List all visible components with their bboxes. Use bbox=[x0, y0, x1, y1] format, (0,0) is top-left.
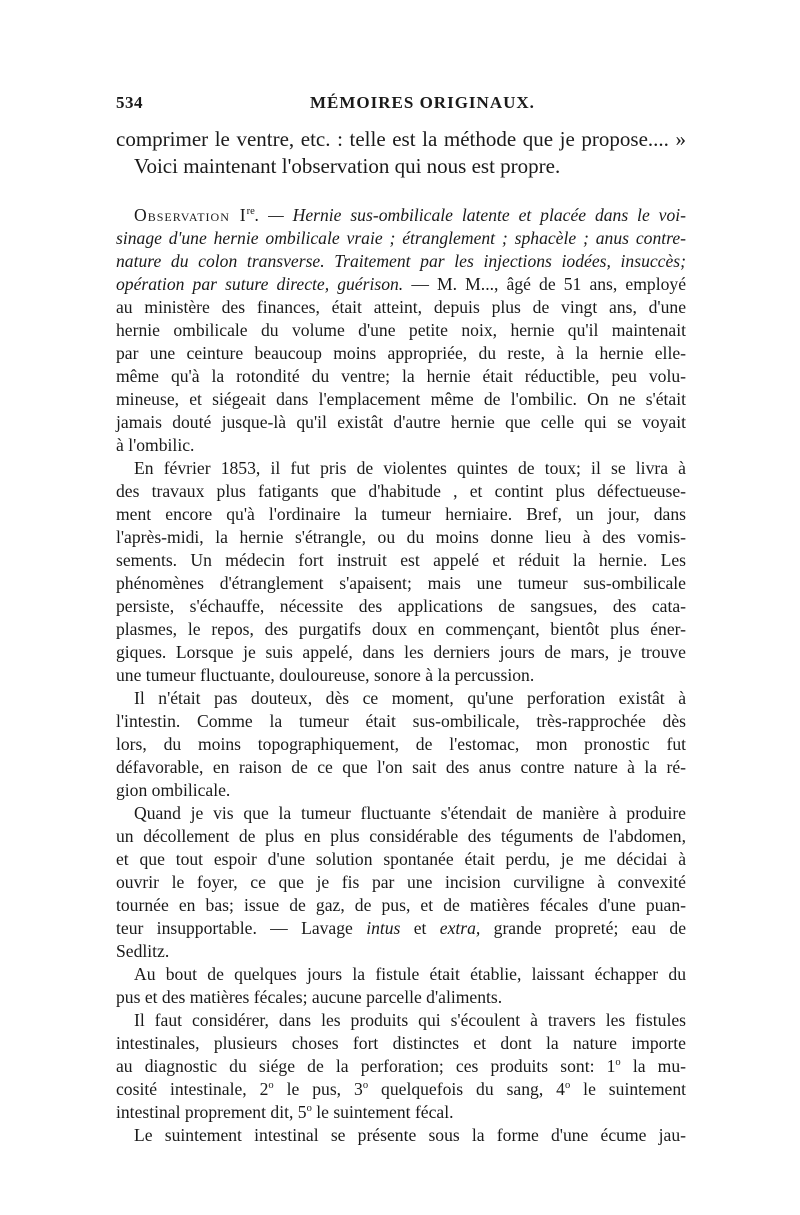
latin-term: intus bbox=[366, 918, 401, 938]
text-span: le suintement bbox=[570, 1079, 687, 1099]
text-line: Le suintement intestinal se présente sous la forme d'une écume jau- bbox=[134, 1125, 686, 1145]
text-span: le pus, 3 bbox=[273, 1079, 363, 1099]
text-line bbox=[116, 1055, 686, 1077]
superscript: o bbox=[268, 1080, 274, 1092]
text-line: Au bout de quelques jours la fistule était établie, laissant échapper du bbox=[134, 964, 686, 984]
text-line: comprimer le ventre, etc. : telle est la méthode que je propose.... » bbox=[116, 127, 686, 151]
text-line: tournée en bas; issue de gaz, de pus, et de matières fécales d'une puan- bbox=[116, 895, 686, 915]
superscript: re bbox=[246, 206, 255, 218]
text-line bbox=[116, 1078, 686, 1100]
text-line: l'après-midi, la hernie s'étrangle, ou du moins donne lieu à des vomis- bbox=[116, 527, 686, 547]
superscript: o bbox=[564, 1080, 571, 1092]
text-span: quelquefois du sang, 4 bbox=[368, 1079, 565, 1099]
text-line: gion ombilicale. bbox=[116, 780, 231, 800]
text-span: la mu- bbox=[620, 1056, 686, 1076]
text-span: grande propreté; eau de bbox=[480, 918, 687, 938]
text-line: une tumeur fluctuante, douloureuse, sonore à la percussion. bbox=[116, 665, 535, 685]
text-span: au diagnostic du siége de la perforation; ces produits sont: 1 bbox=[116, 1056, 616, 1076]
text-line: lors, du moins topographiquement, de l'estomac, mon pronostic fut bbox=[116, 734, 686, 754]
text-line: Il n'était pas douteux, dès ce moment, qu'une perforation existât à bbox=[134, 688, 686, 708]
text-span: — M. M..., âgé de 51 ans, employé bbox=[403, 274, 686, 294]
observation-heading bbox=[134, 204, 686, 226]
text-line: Il faut considérer, dans les produits qui s'écoulent à travers les fistules bbox=[134, 1010, 686, 1030]
text-line: défavorable, en raison de ce que l'on sait des anus contre nature à la ré- bbox=[116, 757, 686, 777]
text-line: hernie ombilicale du volume d'une petite noix, hernie qu'il maintenait bbox=[116, 320, 686, 340]
text-line: Voici maintenant l'observation qui nous est propre. bbox=[134, 154, 561, 178]
text-line: giques. Lorsque je suis appelé, dans les derniers jours de mars, je trouve bbox=[116, 642, 686, 662]
text-line: et que tout espoir d'une solution spontanée était perdu, je me décidai à bbox=[116, 849, 686, 869]
text-span: teur insupportable. — Lavage bbox=[116, 918, 367, 938]
page-header bbox=[116, 93, 686, 117]
text-span: intestinal proprement dit, 5 bbox=[116, 1102, 307, 1122]
text-line: un décollement de plus en plus considérable des téguments de l'abdomen, bbox=[116, 826, 686, 846]
observation-title: . — Hernie sus-ombilicale latente et placée dans le voi- bbox=[254, 205, 686, 225]
text-line: mineuse, et siégeait dans l'emplacement même de l'ombilic. On ne s'était bbox=[116, 389, 686, 409]
text-line: phénomènes d'étranglement s'apaisent; mais une tumeur sus-ombilicale bbox=[116, 573, 686, 593]
text-line: Quand je vis que la tumeur fluctuante s'étendait de manière à produire bbox=[134, 803, 686, 823]
text-line: même qu'à la rotondité du ventre; la hernie était réductible, peu volu- bbox=[116, 366, 686, 386]
text-line: nature du colon transverse. Traitement par les injections iodées, insuccès; bbox=[116, 251, 686, 271]
text-span: le suintement fécal. bbox=[311, 1102, 454, 1122]
text-line: au ministère des finances, était atteint, depuis plus de vingt ans, d'une bbox=[116, 297, 686, 317]
text-line: pus et des matières fécales; aucune parcelle d'aliments. bbox=[116, 987, 503, 1007]
observation-title-end: opération par suture directe, guérison. bbox=[116, 274, 404, 294]
running-title: MÉMOIRES ORIGINAUX. bbox=[310, 93, 535, 112]
superscript: o bbox=[306, 1103, 312, 1115]
text-line: par une ceinture beaucoup moins appropriée, du reste, à la hernie elle- bbox=[116, 343, 686, 363]
text-line: plasmes, le repos, des purgatifs doux en commençant, bientôt plus éner- bbox=[116, 619, 686, 639]
text-line: jamais douté jusque-là qu'il existât d'autre hernie que celle qui se voyait bbox=[116, 412, 686, 432]
text-line: intestinales, plusieurs choses fort distinctes et dont la nature importe bbox=[116, 1033, 686, 1053]
text-line: sinage d'une hernie ombilicale vraie ; étranglement ; sphacèle ; anus contre- bbox=[116, 228, 686, 248]
superscript: o bbox=[362, 1080, 369, 1092]
superscript: o bbox=[615, 1057, 621, 1069]
text-line: des travaux plus fatigants que d'habitude , et contint plus défectueuse- bbox=[116, 481, 686, 501]
latin-term: extra, bbox=[439, 918, 481, 938]
text-span: cosité intestinale, 2 bbox=[116, 1079, 269, 1099]
text-line bbox=[116, 273, 686, 295]
text-line: ouvrir le foyer, ce que je fis par une incision curviligne à convexité bbox=[116, 872, 686, 892]
observation-label: Observation I bbox=[134, 205, 247, 225]
text-line: sements. Un médecin fort instruit est appelé et réduit la hernie. Les bbox=[116, 550, 686, 570]
text-line bbox=[116, 1101, 686, 1123]
text-line bbox=[116, 917, 686, 939]
page-number: 534 bbox=[116, 93, 143, 112]
text-line: Sedlitz. bbox=[116, 941, 170, 961]
text-line: En février 1853, il fut pris de violentes quintes de toux; il se livra à bbox=[134, 458, 686, 478]
text-line: ment encore qu'à l'ordinaire la tumeur herniaire. Bref, un jour, dans bbox=[116, 504, 686, 524]
text-span: et bbox=[400, 918, 440, 938]
text-line: à l'ombilic. bbox=[116, 435, 195, 455]
text-line: persiste, s'échauffe, nécessite des applications de sangsues, des cata- bbox=[116, 596, 686, 616]
text-line: l'intestin. Comme la tumeur était sus-ombilicale, très-rapprochée dès bbox=[116, 711, 686, 731]
